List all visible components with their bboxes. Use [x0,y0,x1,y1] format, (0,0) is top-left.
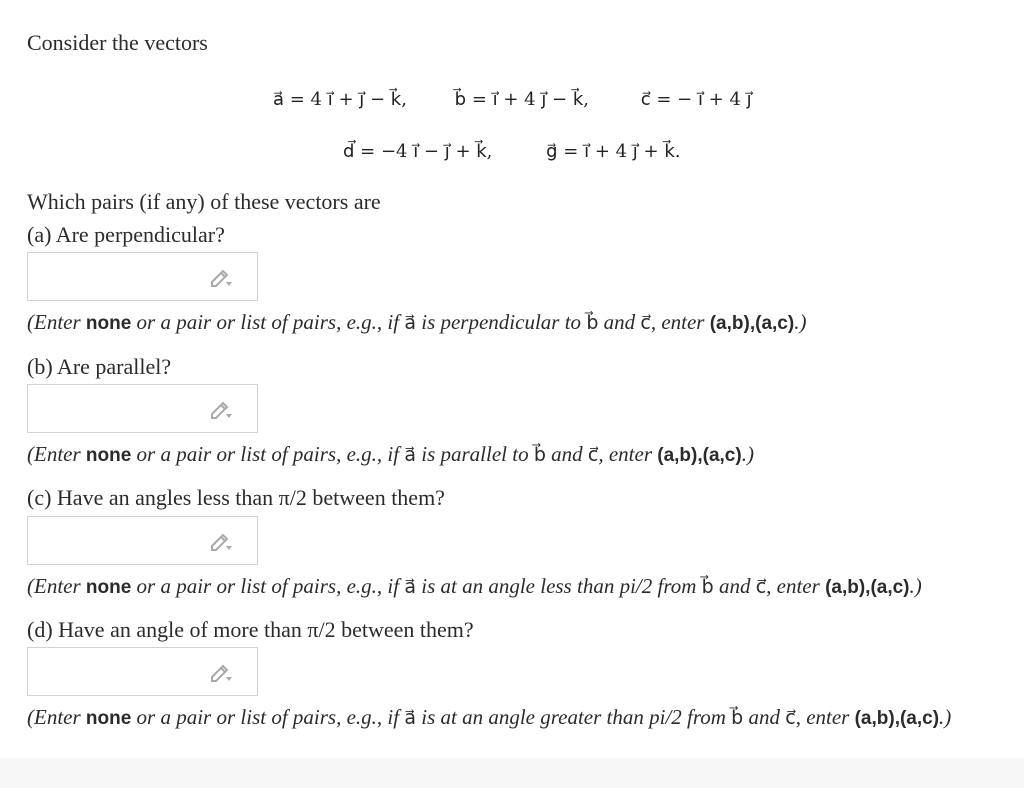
hint-c-and: and [713,574,756,598]
hint-d-mid: or a pair or list of pairs, e.g., if [131,705,405,729]
question-lead: Which pairs (if any) of these vectors are [27,189,381,214]
hint-d-post: .) [939,705,952,729]
hint-b-enter: , enter [598,442,658,466]
hint-d-pre: (Enter [27,705,86,729]
hint-a-pre: (Enter [27,310,86,334]
pencil-icon [209,267,235,289]
question-c-label: (c) Have an angles less than π/2 between them? [27,485,445,510]
hint-a-vector-a: a⃗ [404,312,416,334]
hint-c-post: .) [909,574,922,598]
page-footer-band [0,758,1024,788]
intro-text: Consider the vectors [27,30,208,55]
question-a-label: (a) Are perpendicular? [27,222,225,247]
hint-c-vector-a: a⃗ [404,576,416,598]
hint-c-mid: or a pair or list of pairs, e.g., if [131,574,405,598]
hint-a-vector-c: c⃗ [640,312,651,334]
hint-d-vector-c: c⃗ [785,707,796,729]
hint-b-and: and [545,442,588,466]
hint-a-post: .) [794,310,807,334]
hint-c-vector-c: c⃗ [755,576,767,598]
vector-g-equation: g⃗ = i⃗ + 4 j⃗ + k⃗. [546,141,681,162]
equation-row-1 [273,88,752,112]
hint-d-vector-b: b⃗ [731,707,744,729]
hint-b-vector-c: c⃗ [587,444,599,466]
pencil-icon [209,399,235,421]
answer-b-input[interactable] [27,384,258,433]
hint-d-none: none [85,708,132,729]
equation-row-2 [343,140,680,164]
pencil-icon [209,531,235,553]
hint-a-and: and [598,310,641,334]
hint-b-none: none [85,445,132,466]
hint-b-example: (a,b),(a,c) [657,445,742,466]
hint-a [27,308,806,338]
vector-c-equation: c⃗ = − i⃗ + 4 j⃗ [640,89,752,110]
vector-d-equation: d⃗ = −4 i⃗ − j⃗ + k⃗, [343,141,493,162]
answer-c-input[interactable] [27,516,258,565]
hint-a-enter: , enter [650,310,710,334]
pencil-icon [209,662,235,684]
hint-a-relation: is perpendicular to [415,310,587,334]
hint-c-enter: , enter [766,574,826,598]
hint-b-mid: or a pair or list of pairs, e.g., if [131,442,405,466]
hint-d-vector-a: a⃗ [404,707,416,729]
question-b-label: (b) Are parallel? [27,354,172,379]
hint-c-example: (a,b),(a,c) [825,577,910,598]
hint-d [27,703,951,733]
hint-d-and: and [743,705,786,729]
hint-d-relation: is at an angle greater than pi/2 from [415,705,732,729]
hint-c-relation: is at an angle less than pi/2 from [415,574,702,598]
hint-b-post: .) [741,442,754,466]
hint-b-vector-a: a⃗ [404,444,416,466]
answer-d-input[interactable] [27,647,258,696]
hint-c-none: none [85,577,132,598]
hint-c-vector-b: b⃗ [701,576,714,598]
question-d-label: (d) Have an angle of more than π/2 between them? [27,617,474,642]
vector-b-equation: b⃗ = i⃗ + 4 j⃗ − k⃗, [454,89,589,110]
hint-a-mid: or a pair or list of pairs, e.g., if [131,310,405,334]
answer-a-input[interactable] [27,252,258,301]
hint-b-vector-b: b⃗ [533,444,546,466]
hint-d-enter: , enter [795,705,855,729]
hint-a-example: (a,b),(a,c) [709,313,795,334]
hint-a-none: none [85,313,132,334]
hint-c-pre: (Enter [27,574,86,598]
hint-b-relation: is parallel to [415,442,534,466]
hint-a-vector-b: b⃗ [586,312,599,334]
hint-d-example: (a,b),(a,c) [854,708,940,729]
hint-b-pre: (Enter [27,442,86,466]
vector-a-equation: a⃗ = 4 i⃗ + j⃗ − k⃗, [273,89,407,110]
hint-c [27,572,922,602]
hint-b [27,440,754,470]
